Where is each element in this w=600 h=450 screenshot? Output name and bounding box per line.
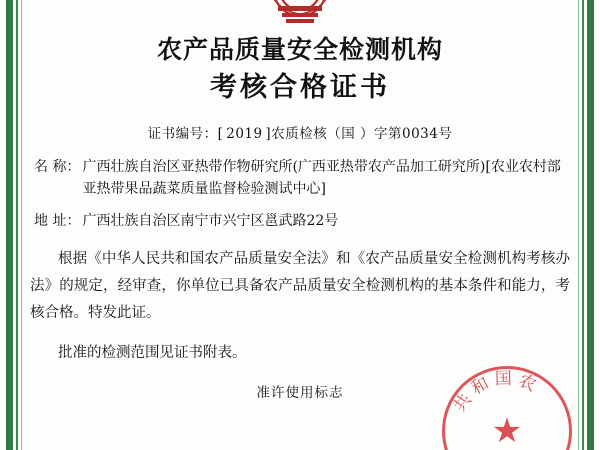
cert-no-middle: ]农质检核（国 ）字第 [265,126,402,142]
page-title-line-1: 农产品质量安全检测机构 [156,35,443,64]
body-paragraph-1: 根据《中华人民共和国农产品质量安全法》和《农产品质量安全检测机构考核办法》的规定，经审查，你单位已具备农产品质量安全检测机构的基本条件和能力，考核合格。特发此证。 [30,251,570,321]
cert-no-suffix: 号 [438,126,453,142]
svg-text:共和国农: 共和国农 [449,368,544,416]
cert-no-prefix: 证书编号：[ [147,126,224,142]
certificate-content [30,0,570,450]
cert-no-number: 0034 [401,126,439,142]
field-name-value: 广西壮族自治区亚热带作物研究所(广西亚热带农产品加工研究所)[农业农村部亚热带果品蔬菜质量监督检验测试中心] [82,159,561,197]
certificate-number [30,122,570,142]
field-name [30,156,570,200]
field-address [30,210,570,232]
seal-star-icon: ★ [491,411,523,450]
mark-usage-label: 准许使用标志 [256,385,344,401]
body-paragraph-main [30,246,570,327]
cert-no-year: 2019 [226,126,263,142]
page-title-line-2: 考核合格证书 [210,72,390,103]
title-block [30,34,570,106]
field-address-value: 广西壮族自治区南宁市兴宁区邕武路22号 [82,213,339,229]
body-paragraph-2: 批准的检测范围见证书附表。 [58,345,247,361]
field-address-label: 地 址： [34,213,81,229]
field-name-label: 名 称： [34,159,81,175]
